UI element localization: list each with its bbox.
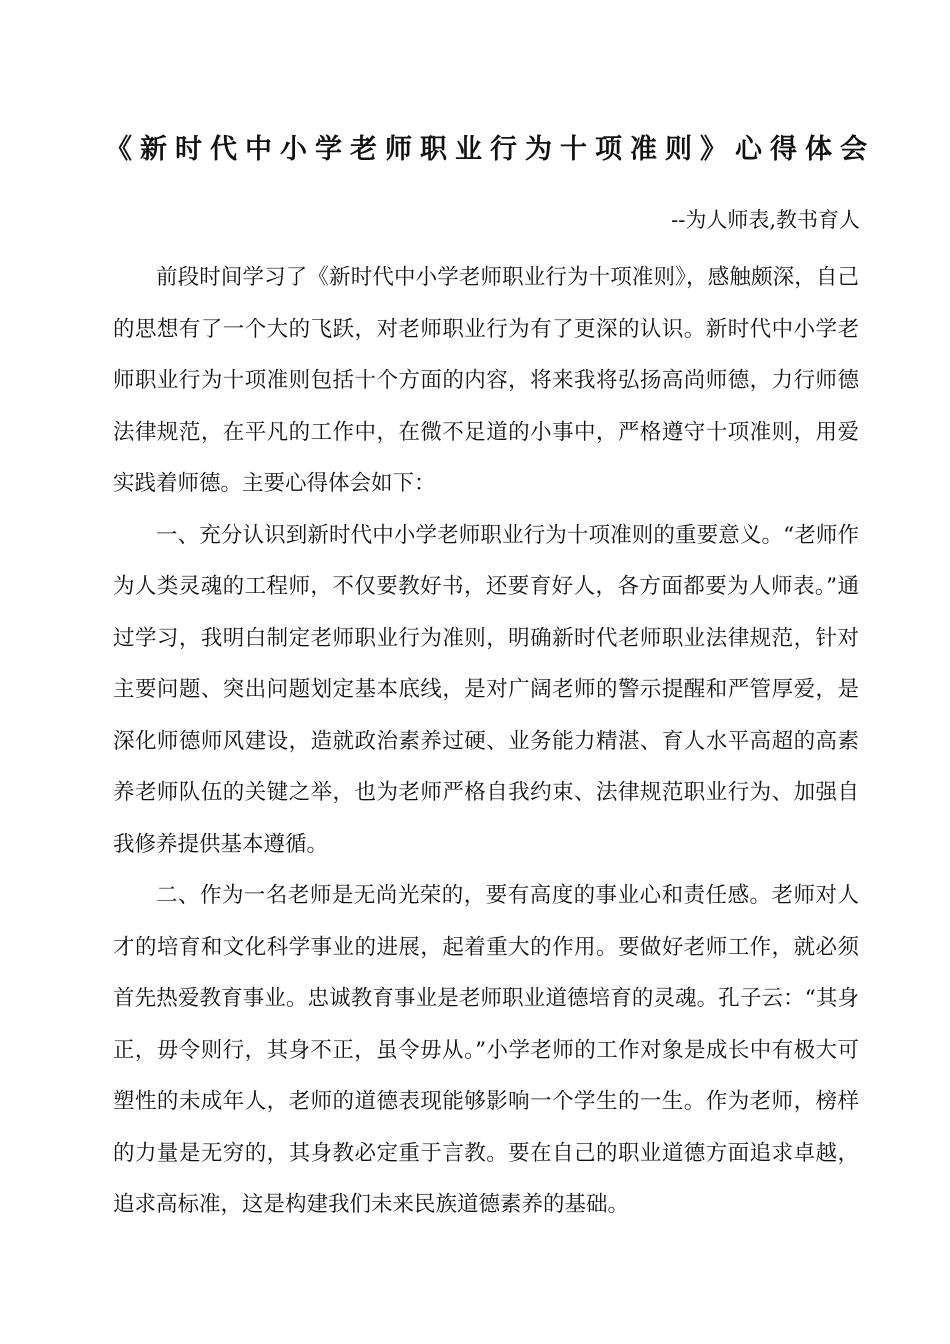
document-body: [113, 252, 859, 1231]
paragraph-point-two: 二、作为一名老师是无尚光荣的，要有高度的事业心和责任感。老师对人才的培育和文化科学事业的进展，起着重大的作用。要做好老师工作，就必须首先热爱教育事业。忠诚教育事业是老师职业道德培育的灵魂。孔子云：“其身正，毋令则行，其身不正，虽令毋从。”小学老师的工作对象是成长中有极大可塑性的未成年人，老师的道德表现能够影响一个学生的一生。作为老师，榜样的力量是无穷的，其身教必定重于言教。要在自己的职业道德方面追求卓越，追求高标准，这是构建我们未来民族道德素养的基础。: [113, 883, 859, 1217]
paragraph-intro: 前段时间学习了《新时代中小学老师职业行为十项准则》，感触颇深，自己的思想有了一个大的飞跃，对老师职业行为有了更深的认识。新时代中小学老师职业行为十项准则包括十个方面的内容，将来我将弘扬高尚师德，力行师德法律规范，在平凡的工作中，在微不足道的小事中，严格遵守十项准则，用爱实践着师德。主要心得体会如下：: [113, 265, 859, 496]
document-subtitle: --为人师表,教书育人: [671, 208, 860, 232]
paragraph-point-one: 一、充分认识到新时代中小学老师职业行为十项准则的重要意义。“老师作为人类灵魂的工程师，不仅要教好书，还要育好人，各方面都要为人师表。”通过学习，我明白制定老师职业行为准则，明确新时代老师职业法律规范，针对主要问题、突出问题划定基本底线，是对广阔老师的警示提醒和严管厚爱，是深化师德师风建设，造就政治素养过硬、业务能力精湛、育人水平高超的高素养老师队伍的关键之举，也为老师严格自我约束、法律规范职业行为、加强自我修养提供基本遵循。: [113, 522, 859, 857]
document-title: 《新时代中小学老师职业行为十项准则》心得体会: [105, 134, 875, 165]
